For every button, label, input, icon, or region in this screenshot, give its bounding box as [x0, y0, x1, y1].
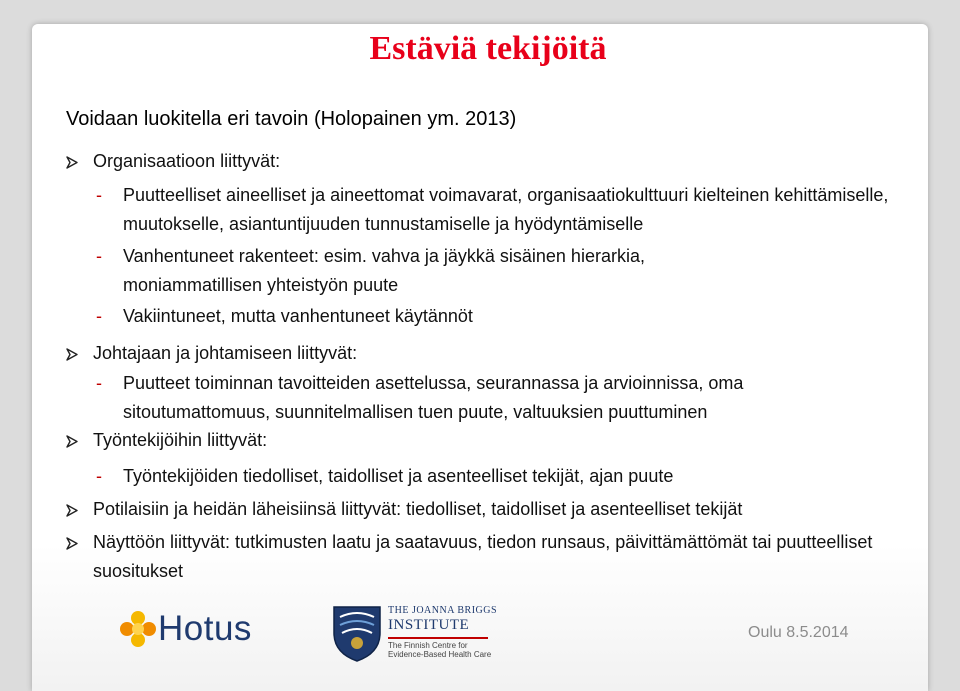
arrow-bullet-icon	[66, 504, 79, 517]
bullet-patients: Potilaisiin ja heidän läheisiinsä liittyvät: tiedolliset, taidolliset ja asenteelliset tekijät	[93, 499, 743, 519]
jbi-logo	[330, 603, 510, 663]
bullet-organization: Organisaatioon liittyvät:	[93, 151, 281, 171]
dash-marker: -	[96, 246, 102, 266]
sub-item-staff-1: Työntekijöiden tiedolliset, taidolliset ja asenteelliset tekijät, ajan puute	[123, 466, 674, 486]
jbi-title-line2: INSTITUTE	[388, 617, 470, 633]
bullet-leadership: Johtajaan ja johtamiseen liittyvät:	[93, 343, 358, 363]
arrow-bullet-icon	[66, 348, 79, 361]
jbi-subtitle-line2: Evidence-Based Health Care	[388, 650, 492, 659]
dash-marker: -	[96, 185, 102, 205]
dash-marker: -	[96, 373, 102, 393]
slide-title: Estäviä tekijöitä	[369, 30, 607, 67]
sub-item-org-2: Vanhentuneet rakenteet: esim. vahva ja jäykkä sisäinen hierarkia, moniammatillisen yhteistyön puute	[123, 246, 645, 295]
bullet-evidence: Näyttöön liittyvät: tutkimusten laatu ja saatavuus, tiedon runsaus, päivittämättömät tai puutteelliset suositukset	[93, 532, 873, 581]
jbi-title-line1: THE JOANNA BRIGGS	[388, 605, 498, 616]
footer-date: Oulu 8.5.2014	[748, 624, 849, 641]
sub-item-lead-1: Puutteet toiminnan tavoitteiden asettelussa, seurannassa ja arvioinnissa, oma sitoutumattomuus, suunnitelmallisen tuen puute, valtuuksien puuttuminen	[123, 373, 744, 422]
arrow-bullet-icon	[66, 435, 79, 448]
intro-text: Voidaan luokitella eri tavoin (Holopainen ym. 2013)	[66, 108, 517, 130]
sub-item-org-3: Vakiintuneet, mutta vanhentuneet käytännöt	[123, 306, 473, 326]
jbi-subtitle-line1: The Finnish Centre for	[388, 641, 468, 650]
arrow-bullet-icon	[66, 156, 79, 169]
hotus-wordmark: Hotus	[158, 609, 252, 648]
sub-item-org-1: Puutteelliset aineelliset ja aineettomat voimavarat, organisaatiokulttuuri kielteinen kehittämiselle, muutokselle, asiantuntijuuden tunnustamiselle ja hyödyntämiselle	[123, 185, 889, 234]
hotus-flower-icon	[118, 609, 158, 649]
jbi-shield-icon	[330, 603, 384, 663]
hotus-logo	[118, 607, 278, 651]
dash-marker: -	[96, 466, 102, 486]
dash-marker: -	[96, 306, 102, 326]
jbi-divider	[388, 637, 488, 639]
arrow-bullet-icon	[66, 537, 79, 550]
bullet-staff: Työntekijöihin liittyvät:	[93, 430, 268, 450]
